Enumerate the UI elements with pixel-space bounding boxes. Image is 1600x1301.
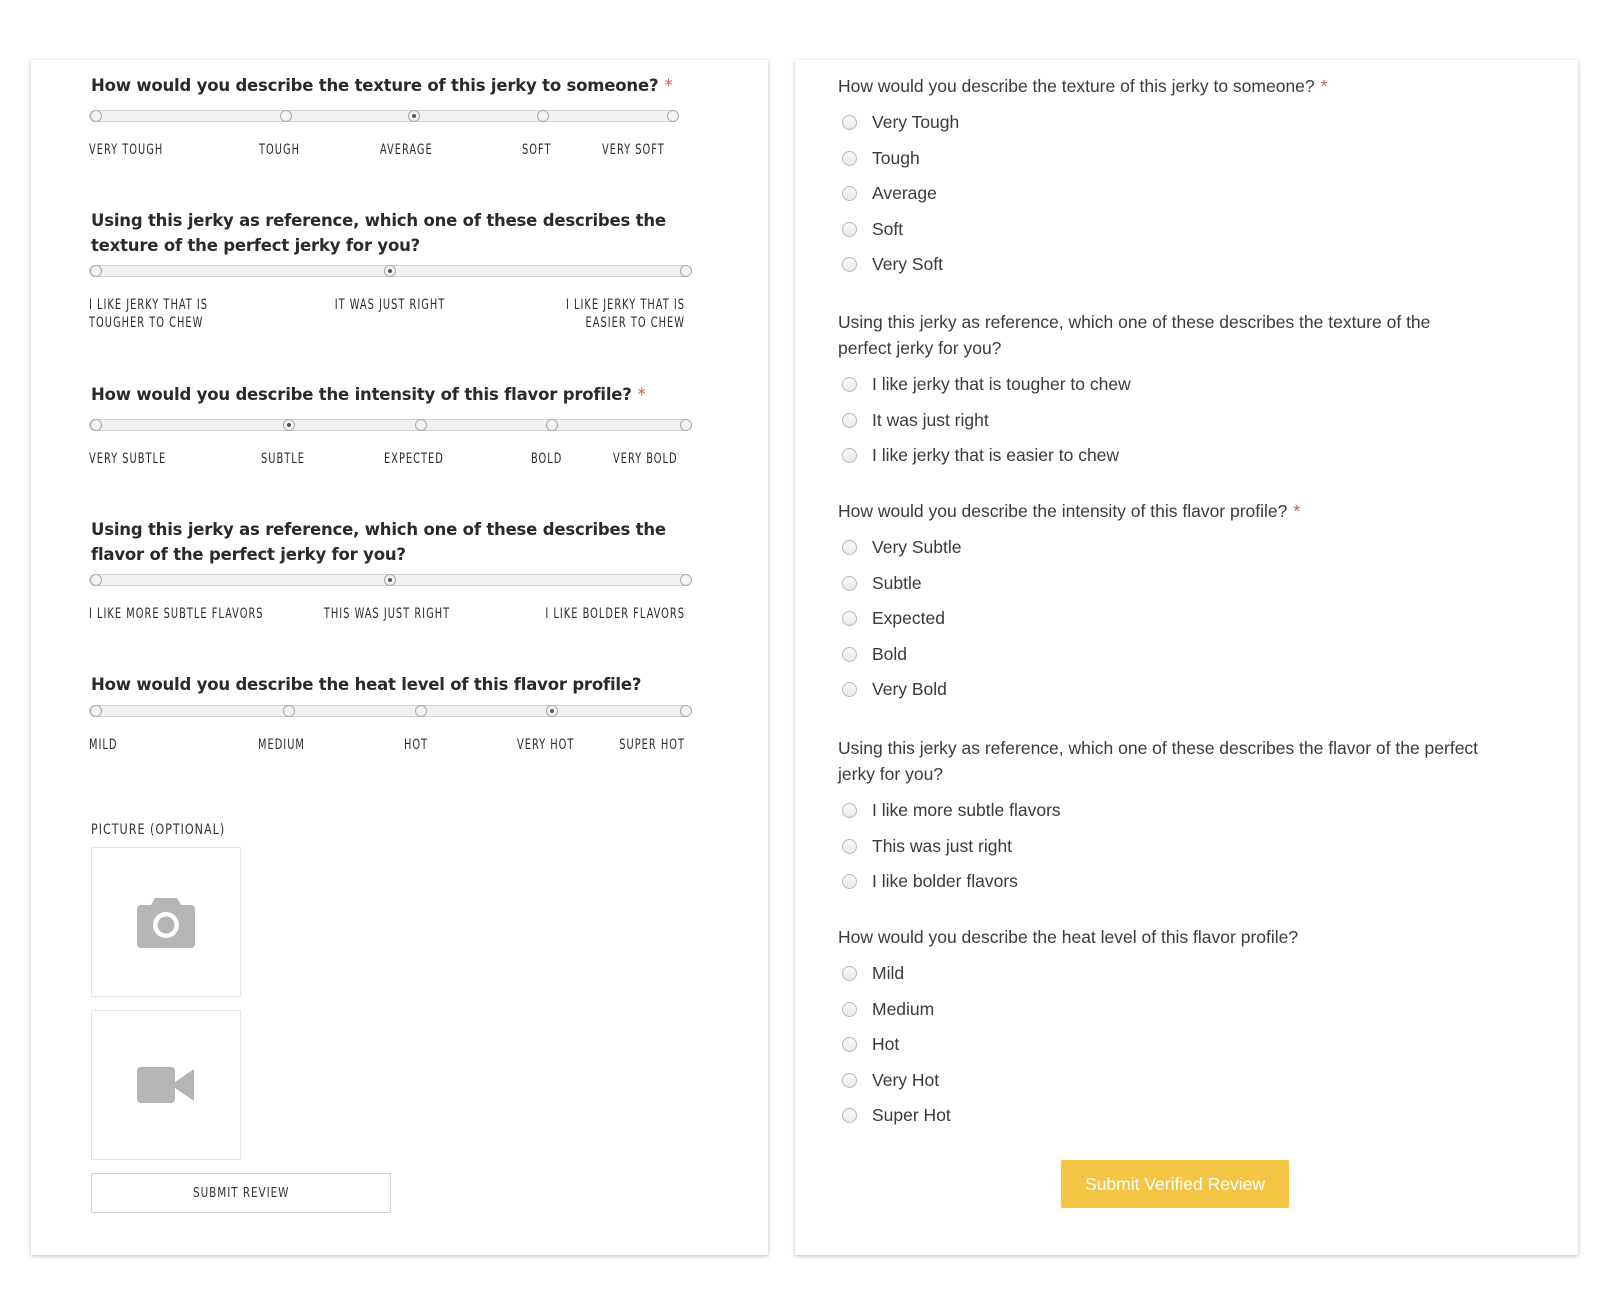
radio-button[interactable] [842,803,857,818]
camera-icon [135,894,197,950]
required-marker: * [1320,76,1328,96]
radio-button[interactable] [842,377,857,392]
tick-label: VERY TOUGH [89,142,164,158]
tick-label: BOLD [531,451,563,467]
radio-button[interactable] [842,1073,857,1088]
question-title: How would you describe the heat level of this flavor profile? [838,927,1299,947]
radio-label: I like bolder flavors [872,871,1018,892]
radio-label: This was just right [872,835,1013,856]
radio-label: Bold [872,643,908,664]
submit-verified-review-button[interactable] [1061,1160,1289,1208]
radio-label: Very Bold [872,679,947,700]
radio-button[interactable] [842,647,857,662]
tick-label: I LIKE JERKY THAT IS EASIER TO CHEW [565,297,685,331]
tick-label: VERY HOT [517,737,575,753]
slider-stop[interactable] [680,574,692,586]
submit-review-label: SUBMIT REVIEW [192,1185,290,1201]
radio-option[interactable] [838,566,1488,602]
slider-review-form [31,60,768,1255]
radio-group [838,367,1488,474]
question-title: How would you describe the intensity of this flavor profile? * [91,385,646,404]
radio-option[interactable] [838,956,1488,992]
submit-verified-review-label: Submit Verified Review [1085,1173,1265,1194]
slider-thumb-selected[interactable] [283,419,295,431]
radio-label: Super Hot [872,1105,951,1126]
flavor-intensity-slider-track[interactable] [89,419,691,431]
radio-label: Tough [872,147,920,168]
slider-thumb-selected[interactable] [384,574,396,586]
slider-stop[interactable] [680,419,692,431]
radio-option[interactable] [838,637,1488,673]
question-title: How would you describe the texture of this jerky to someone? * [838,76,1328,96]
radio-button[interactable] [842,576,857,591]
video-upload-box[interactable] [91,1010,241,1160]
radio-button[interactable] [842,540,857,555]
radio-group [838,956,1488,1134]
perfect-flavor-slider-track[interactable] [89,574,691,586]
tick-label: I LIKE JERKY THAT IS TOUGHER TO CHEW [89,297,209,331]
radio-option[interactable] [838,105,1488,141]
question-title: How would you describe the intensity of this flavor profile? * [838,501,1301,521]
radio-label: Expected [872,608,945,629]
tick-label: VERY BOLD [613,451,678,467]
question-title: Using this jerky as reference, which one of these describes the flavor of the perfect jerky for you? [91,520,666,564]
radio-option[interactable] [838,672,1488,708]
tick-label: SUPER HOT [619,737,685,753]
tick-label: HOT [404,737,429,753]
tick-label: IT WAS JUST RIGHT [334,297,446,313]
radio-label: Medium [872,998,935,1019]
radio-option[interactable] [838,992,1488,1028]
radio-button[interactable] [842,611,857,626]
radio-group [838,530,1488,708]
texture-slider-track[interactable] [89,110,678,122]
slider-stop[interactable] [415,419,427,431]
radio-group [838,105,1488,283]
radio-option[interactable] [838,1098,1488,1134]
tick-label: VERY SOFT [602,142,665,158]
question-texture [838,73,1488,283]
radio-label: Very Hot [872,1069,940,1090]
radio-option[interactable] [838,367,1488,403]
tick-label: AVERAGE [380,142,433,158]
slider-stop[interactable] [90,574,102,586]
question-heat-level [838,924,1488,1134]
radio-option[interactable] [838,212,1488,248]
question-flavor-intensity [838,498,1488,708]
heat-level-slider-track[interactable] [89,705,691,717]
tick-label: SUBTLE [261,451,305,467]
tick-label: THIS WAS JUST RIGHT [323,606,451,622]
question-perfect-flavor [838,735,1488,900]
radio-label: Hot [872,1034,900,1055]
slider-stop[interactable] [546,419,558,431]
radio-button[interactable] [842,1108,857,1123]
radio-option[interactable] [838,176,1488,212]
radio-option[interactable] [838,1027,1488,1063]
question-title: Using this jerky as reference, which one of these describes the flavor of the perfect jerky for you? [838,738,1479,784]
slider-thumb-selected[interactable] [384,265,396,277]
radio-option[interactable] [838,793,1488,829]
radio-option[interactable] [838,141,1488,177]
radio-label: Very Subtle [872,537,962,558]
slider-thumb-selected[interactable] [408,110,420,122]
radio-label: Subtle [872,572,922,593]
radio-label: I like more subtle flavors [872,800,1061,821]
radio-button[interactable] [842,151,857,166]
slider-stop[interactable] [680,265,692,277]
question-perfect-flavor [91,517,691,567]
required-marker: * [664,76,673,95]
radio-option[interactable] [838,829,1488,865]
tick-label: MEDIUM [258,737,305,753]
question-title: How would you describe the texture of this jerky to someone? * [91,76,673,95]
question-perfect-texture [91,208,691,258]
slider-stop[interactable] [90,265,102,277]
slider-stop[interactable] [680,705,692,717]
radio-option[interactable] [838,864,1488,900]
question-heat-level [91,672,691,697]
radio-button[interactable] [842,966,857,981]
radio-option[interactable] [838,1063,1488,1099]
radio-option[interactable] [838,530,1488,566]
radio-label: It was just right [872,409,989,430]
radio-button[interactable] [842,222,857,237]
tick-label: I LIKE BOLDER FLAVORS [545,606,685,622]
slider-stop[interactable] [415,705,427,717]
slider-stop[interactable] [90,419,102,431]
required-marker: * [637,385,646,404]
slider-stop[interactable] [280,110,292,122]
question-title: How would you describe the heat level of this flavor profile? [91,675,642,694]
radio-button[interactable] [842,1037,857,1052]
radio-label: I like jerky that is easier to chew [872,445,1120,466]
question-perfect-texture [838,309,1488,474]
question-title: Using this jerky as reference, which one of these describes the texture of the perfect jerky for you? [838,312,1431,358]
slider-stop[interactable] [90,110,102,122]
question-texture [91,73,691,98]
slider-thumb-selected[interactable] [546,705,558,717]
radio-button[interactable] [842,448,857,463]
radio-label: Soft [872,218,904,239]
radio-label: Very Tough [872,112,960,133]
radio-option[interactable] [838,247,1488,283]
perfect-texture-slider-track[interactable] [89,265,691,277]
tick-label: TOUGH [259,142,300,158]
question-title: Using this jerky as reference, which one of these describes the texture of the perfect jerky for you? [91,211,666,255]
radio-button[interactable] [842,257,857,272]
radio-option[interactable] [838,403,1488,439]
tick-label: SOFT [522,142,552,158]
tick-label: MILD [89,737,118,753]
radio-label: Very Soft [872,254,944,275]
radio-option[interactable] [838,601,1488,637]
radio-group [838,793,1488,900]
radio-button[interactable] [842,839,857,854]
required-marker: * [1293,501,1301,521]
slider-stop[interactable] [667,110,679,122]
radio-label: Average [872,183,937,204]
radio-button[interactable] [842,1002,857,1017]
tick-label: VERY SUBTLE [89,451,167,467]
radio-button[interactable] [842,413,857,428]
tick-label: I LIKE MORE SUBTLE FLAVORS [89,606,264,622]
slider-stop[interactable] [283,705,295,717]
photo-upload-box[interactable] [91,847,241,997]
radio-button[interactable] [842,682,857,697]
question-flavor-intensity [91,382,711,407]
radio-option[interactable] [838,438,1488,474]
radio-label: I like jerky that is tougher to chew [872,374,1131,395]
slider-stop[interactable] [537,110,549,122]
radio-label: Mild [872,963,905,984]
radio-button[interactable] [842,115,857,130]
radio-button[interactable] [842,186,857,201]
picture-upload-label: PICTURE (OPTIONAL) [91,822,226,838]
radio-button[interactable] [842,874,857,889]
radio-review-form [795,60,1578,1255]
submit-review-button[interactable] [91,1173,391,1213]
tick-label: EXPECTED [384,451,444,467]
video-camera-icon [137,1065,195,1105]
slider-stop[interactable] [90,705,102,717]
